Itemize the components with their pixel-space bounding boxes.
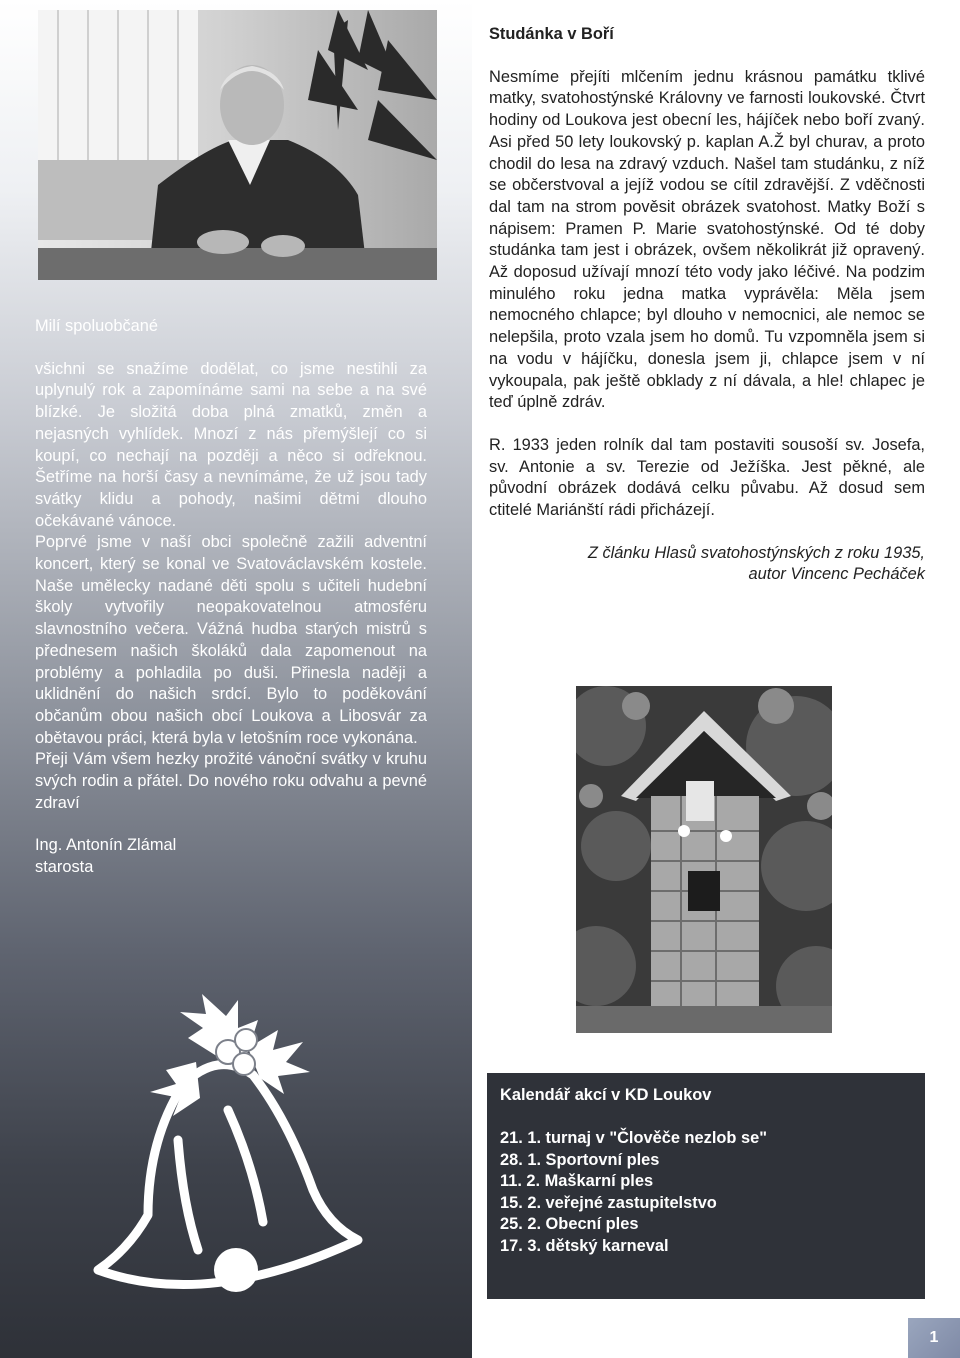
- left-panel: [0, 0, 472, 1358]
- article-title: Studánka v Boří: [489, 25, 614, 43]
- calendar-title: Kalendář akcí v KD Loukov: [500, 1086, 712, 1104]
- christmas-bell-icon: [88, 990, 388, 1320]
- article-studanka: [489, 24, 925, 586]
- article-source-line: Z článku Hlasů svatohostýnských z roku 1935,: [587, 543, 925, 562]
- signature-role: starosta: [35, 858, 94, 877]
- wayside-shrine-photo: [576, 686, 832, 1033]
- article-source-author: autor Vincenc Pecháček: [748, 565, 925, 584]
- article-source: [489, 543, 925, 586]
- calendar-event: 25. 2. Obecní ples: [500, 1215, 639, 1234]
- calendar-event: 17. 3. dětský karneval: [500, 1236, 669, 1255]
- calendar-event: 28. 1. Sportovní ples: [500, 1150, 660, 1169]
- calendar-event: 11. 2. Maškarní ples: [500, 1172, 654, 1191]
- events-calendar-box: [487, 1073, 925, 1299]
- calendar-event: 21. 1. turnaj v "Člověče nezlob se": [500, 1129, 767, 1147]
- article-paragraph: R. 1933 jeden rolník dal tam postaviti sousoší sv. Josefa, sv. Antonie a sv. Terezie od Ježíška. Jest pěkné, ale původní obrázek dodává celku půvabu. Až dosud sem ctitelé Mariánští rádi přicházejí.: [489, 435, 925, 520]
- letter-greeting: Milí spoluobčané: [35, 317, 159, 335]
- calendar-event-list: [500, 1128, 767, 1258]
- letter-paragraph: všichni se snažíme dodělat, co jsme nestihli za uplynulý rok a zapomínáme sami na sebe a na své blízké. Je složitá doba plná zmatků, změn a nejasných vyhlídek. Mnozí z nás přemýšlejí co si koupí, co nechají na později a něco si odřeknou. Šetříme na horší časy a nevnímáme, že už jsou tady svátky klidu a pohody, našimi dětmi dlouho očekávané vánoce.: [35, 359, 427, 530]
- letter-paragraph: Přeji Vám všem hezky prožité vánoční svátky v kruhu svých rodin a přátel. Do nového roku odvahu a pevné zdraví: [35, 750, 427, 812]
- mayor-portrait-photo: [38, 10, 437, 280]
- signature-name: Ing. Antonín Zlámal: [35, 836, 177, 855]
- mayor-letter: [35, 316, 427, 879]
- article-paragraph: Nesmíme přejíti mlčením jednu krásnou památku tklivé matky, svatohostýnské Královny ve farnosti loukovské. Čtvrt hodiny od Loukova jest obecní les, hájíček nebo boří zvaný. Asi před 50 lety loukovský p. kaplan A.Ž byl churav, a proto chodil do lesa na zdravý vzduch. Našel tam studánku, z níž se občerstvoval a jejíž vodou se cítil zdravější. Z vděčnosti dal tam na strom pověsit obrázek svatohost. Matky Boží s nápisem: Pramen P. Marie svatohostýnské. Od té doby studánka tam jest i obrázek, ovšem několikrát již opravený. Až doposud užívají mnozí této vody jako léčivé. Na podzim minulého roku jedna matka vyprávěla: Měla jsem nemocného chlapce; byl dlouho v nemocnici, ale nemoc se nelepšila, proto vzala jsem ho domů. Tu vzpomněla jsem si na vodu v hájíčku, donesla jsem ji, chlapce jsem v ní vykoupala, pak ještě obklady z ní dávala, a hle! chlapec je teď úplně zdráv.: [489, 67, 925, 412]
- letter-paragraph: Poprvé jsme v naší obci společně zažili adventní koncert, který se konal ve Svatováclavském kostele. Naše umělecky nadané děti spolu s učiteli hudební školy vytvořily neopakovatelnou atmosféru slavnostního večera. Vážná hudba starých mistrů s přednesem našich školáků dala zapomenout na problémy a pohladila po duši. Přinesla naději a uklidnění do našich srdcí. Bylo to poděkování občanům obou našich obcí Loukova a Libosvár za obětavou práci, která byla v letošním roce vykonána.: [35, 533, 427, 747]
- page-number: 1: [908, 1318, 960, 1358]
- calendar-event: 15. 2. veřejné zastupitelstvo: [500, 1193, 717, 1212]
